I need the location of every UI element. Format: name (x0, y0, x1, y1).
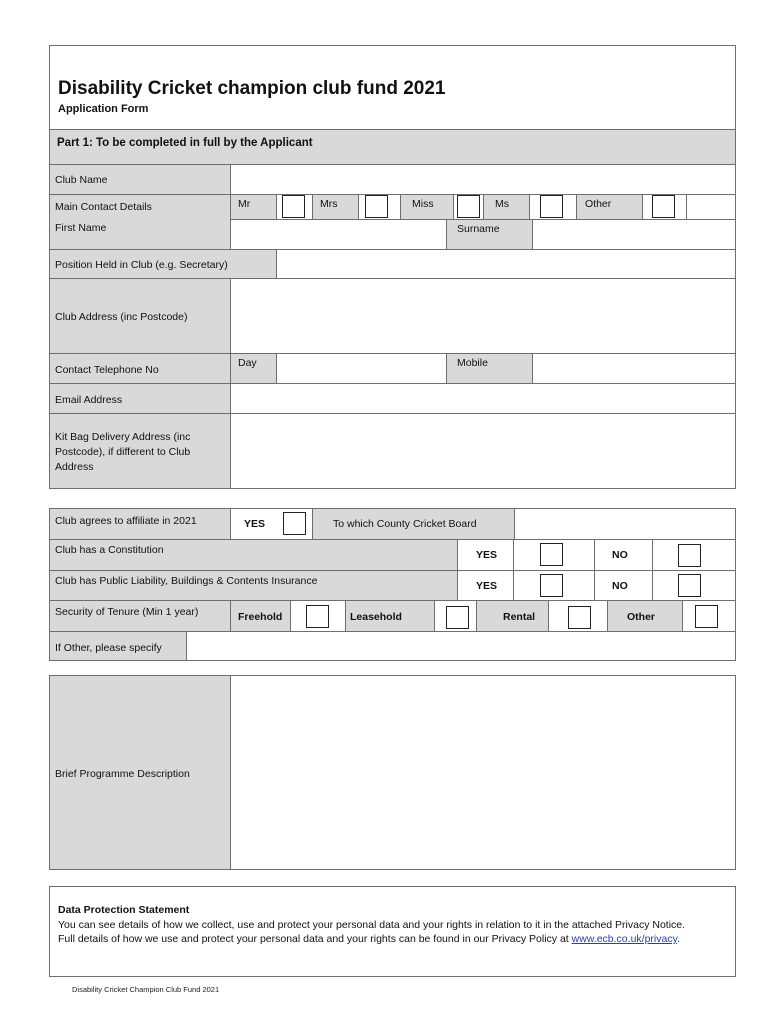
insurance-yes-label: YES (476, 580, 498, 592)
affiliate-label: Club agrees to affiliate in 2021 (55, 515, 197, 527)
title-miss-checkbox[interactable] (457, 195, 480, 218)
footer-text: Disability Cricket Champion Club Fund 2021 (72, 985, 220, 994)
constitution-no-label: NO (612, 549, 628, 561)
first-name-label: First Name (55, 222, 107, 234)
part1-heading-row (50, 129, 735, 165)
insurance-no-label: NO (612, 580, 628, 592)
tenure-other-label: Other (627, 611, 656, 623)
insurance-label: Club has Public Liability, Buildings & Contents Insurance (55, 575, 318, 587)
rental-label: Rental (503, 611, 536, 623)
data-protection-para1: You can see details of how we collect, use and protect your personal data and your rights in relation to it in the attached Privacy Notice. (58, 918, 686, 931)
kitbag-address-field[interactable] (231, 414, 735, 488)
surname-field[interactable] (533, 220, 735, 249)
day-label: Day (238, 357, 257, 369)
form-subtitle: Application Form (58, 103, 149, 115)
title-ms-label: Ms (495, 198, 509, 210)
constitution-yes-checkbox[interactable] (540, 543, 563, 566)
affiliation-section (49, 508, 736, 661)
leasehold-checkbox[interactable] (446, 606, 469, 629)
surname-label: Surname (457, 223, 500, 235)
constitution-no-checkbox[interactable] (678, 544, 701, 567)
club-address-field[interactable] (231, 279, 735, 353)
club-address-label: Club Address (inc Postcode) (55, 311, 188, 323)
tenure-other-checkbox[interactable] (695, 605, 718, 628)
title-miss-label: Miss (412, 198, 434, 210)
mobile-field[interactable] (533, 354, 735, 383)
data-protection-para2-text: Full details of how we use and protect your personal data and your rights can be found in our Privacy Policy at (58, 933, 569, 945)
insurance-no-checkbox[interactable] (678, 574, 701, 597)
email-field[interactable] (231, 384, 735, 413)
insurance-yes-checkbox[interactable] (540, 574, 563, 597)
freehold-checkbox[interactable] (306, 605, 329, 628)
mobile-label: Mobile (457, 357, 488, 369)
club-name-field[interactable] (231, 165, 735, 194)
affiliate-yes-checkbox[interactable] (283, 512, 306, 535)
title-other-checkbox[interactable] (652, 195, 675, 218)
form-title: Disability Cricket champion club fund 2021 (58, 78, 446, 99)
data-protection-text (58, 903, 729, 947)
freehold-label: Freehold (238, 611, 283, 623)
link-suffix: . (677, 933, 680, 945)
title-mrs-checkbox[interactable] (365, 195, 388, 218)
kitbag-label: Kit Bag Delivery Address (inc Postcode), if different to Club Address (55, 431, 191, 473)
main-contact-label: Main Contact Details (55, 201, 152, 213)
county-board-field[interactable] (515, 509, 735, 539)
programme-description-field[interactable] (231, 676, 735, 869)
telephone-label: Contact Telephone No (55, 364, 159, 376)
constitution-label: Club has a Constitution (55, 544, 164, 556)
programme-section (49, 675, 736, 870)
first-name-field[interactable] (231, 220, 446, 249)
rental-checkbox[interactable] (568, 606, 591, 629)
day-phone-field[interactable] (277, 354, 446, 383)
email-label: Email Address (55, 394, 123, 406)
tenure-label: Security of Tenure (Min 1 year) (55, 606, 199, 618)
title-mr-checkbox[interactable] (282, 195, 305, 218)
application-section (49, 45, 736, 489)
affiliate-yes-label: YES (244, 518, 266, 530)
if-other-field[interactable] (187, 632, 735, 660)
title-other-label: Other (585, 198, 612, 210)
title-mrs-label: Mrs (320, 198, 338, 210)
position-label: Position Held in Club (e.g. Secretary) (55, 259, 228, 271)
constitution-yes-label: YES (476, 549, 498, 561)
data-protection-section (49, 886, 736, 977)
part1-heading: Part 1: To be completed in full by the Applicant (57, 137, 313, 149)
if-other-label: If Other, please specify (55, 642, 162, 654)
title-ms-checkbox[interactable] (540, 195, 563, 218)
programme-label: Brief Programme Description (55, 768, 190, 780)
position-field[interactable] (277, 250, 735, 278)
privacy-policy-link[interactable]: www.ecb.co.uk/privacy (571, 933, 678, 945)
title-mr-label: Mr (238, 198, 251, 210)
club-name-label: Club Name (55, 174, 108, 186)
county-board-label: To which County Cricket Board (333, 518, 477, 530)
data-protection-para2 (58, 932, 729, 947)
data-protection-heading: Data Protection Statement (58, 904, 190, 916)
leasehold-label: Leasehold (350, 611, 402, 623)
